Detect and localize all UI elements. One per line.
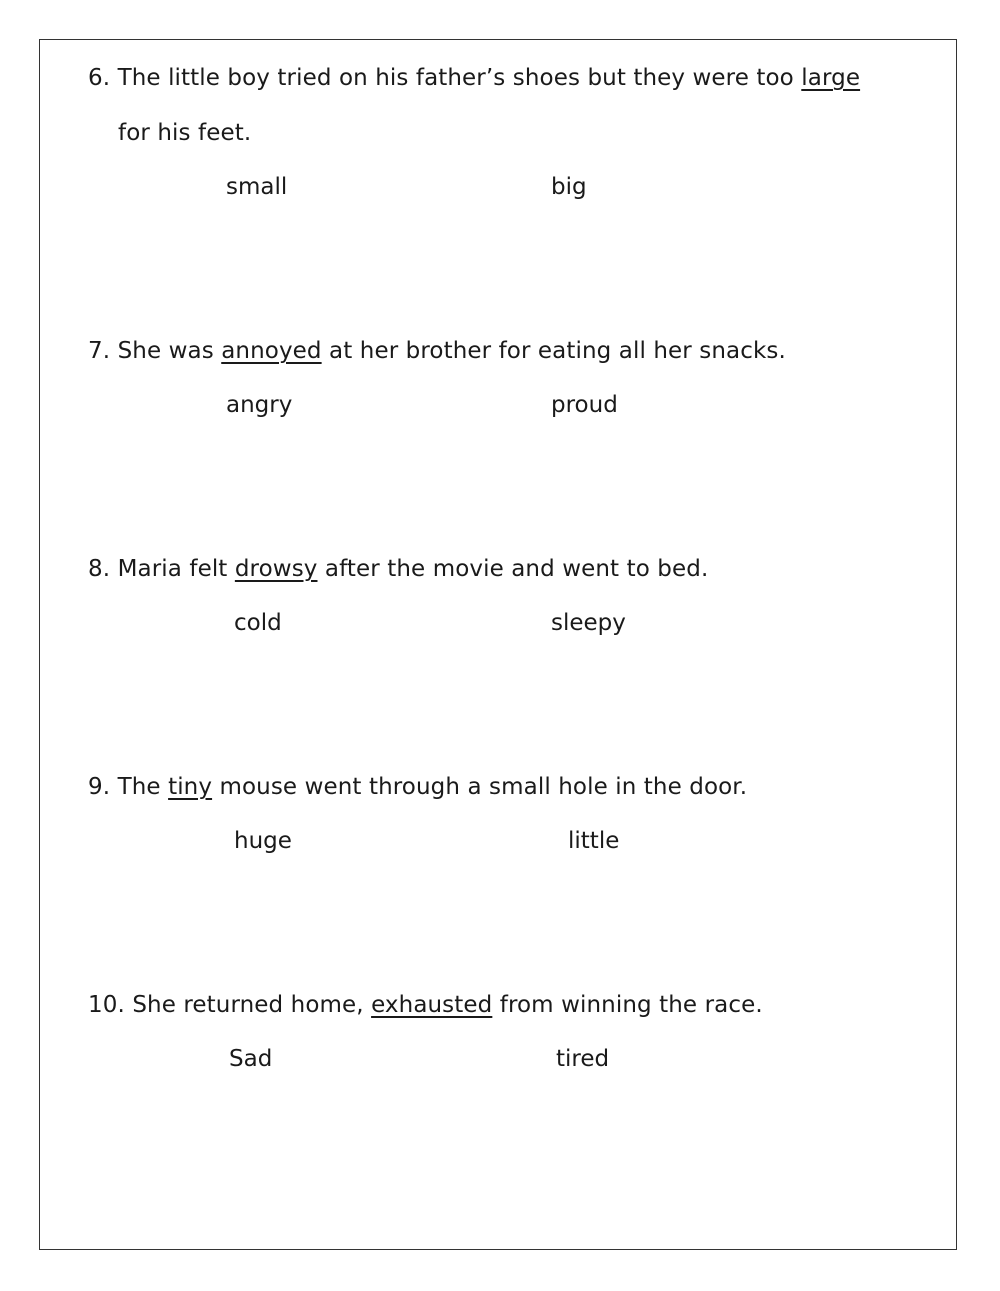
underlined-keyword: exhausted [371, 992, 493, 1018]
question-10-option-2[interactable]: tired [556, 1046, 610, 1072]
question-number: 7. [88, 338, 111, 364]
question-9-option-1[interactable]: huge [234, 828, 292, 854]
question-6-option-1[interactable]: small [226, 174, 288, 200]
question-text-after: mouse went through a small hole in the door. [219, 774, 748, 800]
question-7-option-2[interactable]: proud [551, 392, 618, 418]
question-9-option-2[interactable]: little [568, 828, 620, 854]
underlined-keyword: drowsy [234, 556, 318, 582]
question-10-option-1[interactable]: Sad [229, 1046, 273, 1072]
question-10-text [88, 990, 763, 1020]
underlined-keyword: large [801, 65, 861, 91]
question-8-option-1[interactable]: cold [234, 610, 282, 636]
question-text-before: The little boy tried on his father’s shoes but they were too [117, 65, 794, 91]
question-text-after: after the movie and went to bed. [324, 556, 709, 582]
question-number: 6. [88, 65, 111, 91]
question-text-after: from winning the race. [499, 992, 763, 1018]
underlined-keyword: tiny [168, 774, 213, 800]
question-8-option-2[interactable]: sleepy [551, 610, 626, 636]
question-text-before: She returned home, [132, 992, 364, 1018]
underlined-keyword: annoyed [221, 338, 322, 364]
question-7-text [88, 336, 786, 366]
question-6-continuation: for his feet. [118, 120, 252, 146]
question-number: 10. [88, 992, 125, 1018]
question-text-before: Maria felt [117, 556, 228, 582]
question-text-before: The [117, 774, 161, 800]
question-text-before: She was [117, 338, 214, 364]
worksheet-border [39, 39, 957, 1250]
question-7-option-1[interactable]: angry [226, 392, 293, 418]
question-8-text [88, 554, 708, 584]
question-number: 8. [88, 556, 111, 582]
question-number: 9. [88, 774, 111, 800]
question-6-option-2[interactable]: big [551, 174, 587, 200]
question-6-text [88, 63, 860, 93]
question-9-text [88, 772, 747, 802]
question-text-after: at her brother for eating all her snacks. [329, 338, 786, 364]
